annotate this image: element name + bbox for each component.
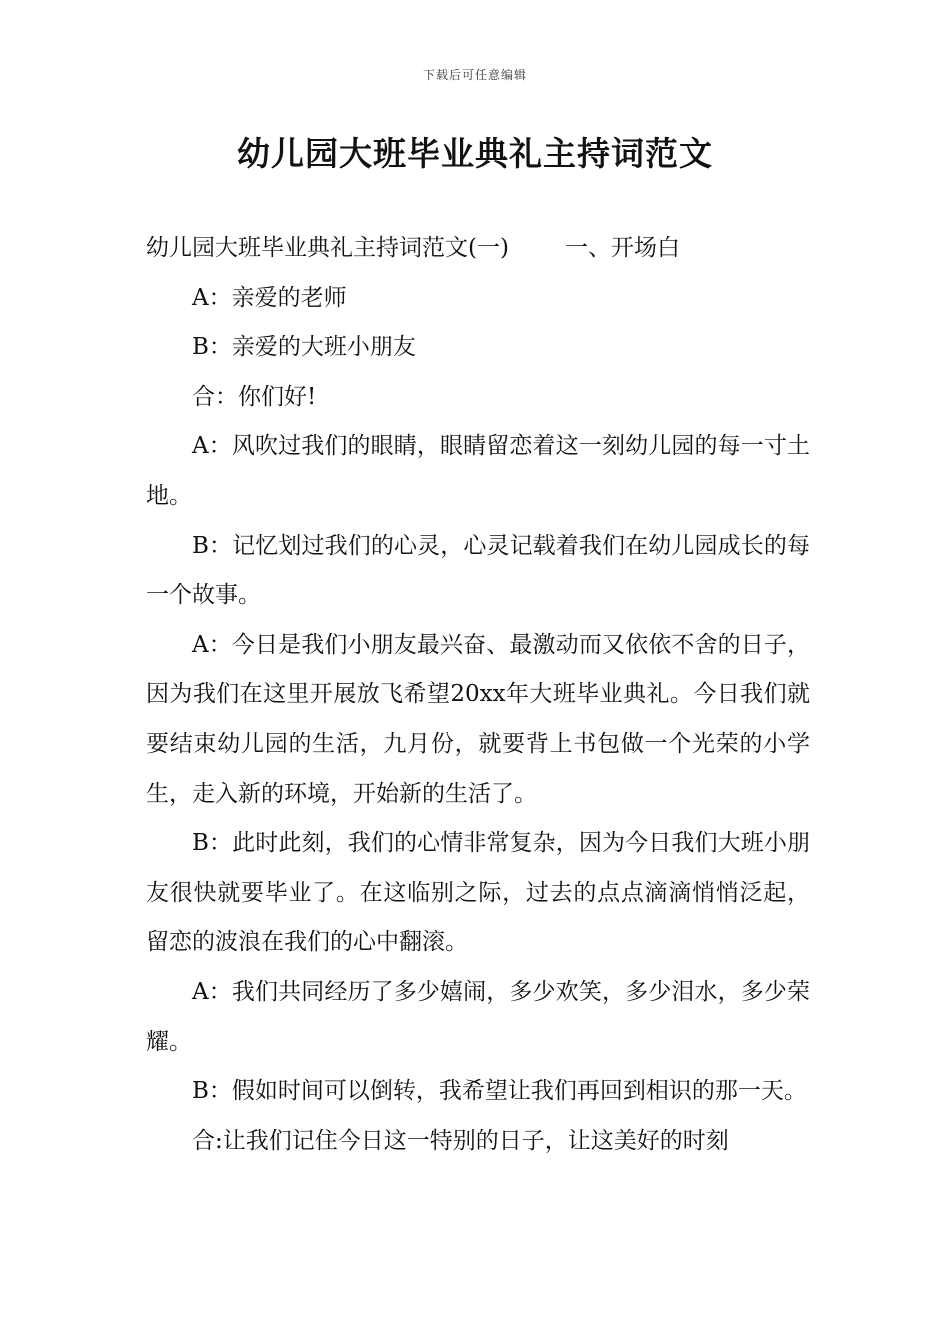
section-heading-label: 一、开场白 [564,235,680,261]
paragraph: A：亲爱的老师 [192,284,347,311]
document-title: 幼儿园大班毕业典礼主持词范文 [237,134,713,173]
section-heading [146,224,810,274]
heading-spacer [509,224,565,274]
document-body [146,224,810,1166]
paragraph: 合:让我们记住今日这一特别的日子，让这美好的时刻 [192,1127,729,1154]
paragraph: 合：你们好! [192,383,317,410]
paragraph: B：亲爱的大班小朋友 [192,334,416,361]
paragraph: B：记忆划过我们的心灵，心灵记载着我们在幼儿园成长的每一个故事。 [146,532,810,609]
paragraph: A：风吹过我们的眼睛，眼睛留恋着这一刻幼儿园的每一寸土地。 [146,433,810,509]
paragraph: B：此时此刻，我们的心情非常复杂，因为今日我们大班小朋友很快就要毕业了。在这临别之际，过去的点点滴滴悄悄泛起，留恋的波浪在我们的心中翻滚。 [146,830,810,956]
section-heading-title: 幼儿园大班毕业典礼主持词范文(一) [146,235,509,261]
paragraph: B：假如时间可以倒转，我希望让我们再回到相识的那一天。 [192,1078,807,1105]
paragraph: A：我们共同经历了多少嬉闹，多少欢笑，多少泪水，多少荣耀。 [146,978,810,1055]
header-note: 下载后可任意编辑 [422,68,527,82]
paragraph: A：今日是我们小朋友最兴奋、最激动而又依依不舍的日子，因为我们在这里开展放飞希望20xx年大班毕业典礼。今日我们就要结束幼儿园的生活，九月份，就要背上书包做一个光荣的小学生，走入新的环境，开始新的生活了。 [146,631,810,807]
